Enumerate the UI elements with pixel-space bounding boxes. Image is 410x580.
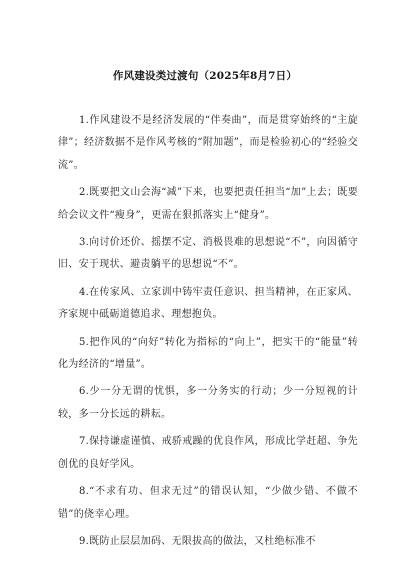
- paragraph: 8.“不求有功、但求无过”的错误认知，“少做少错、不做不错”的侥幸心理。: [58, 486, 358, 520]
- paragraph: 6.少一分无谓的忧惧，多一分务实的行动；少一分短视的计较，多一分长远的耕耘。: [58, 386, 358, 420]
- document-title: 作风建设类过渡句（2025年8月7日）: [112, 70, 298, 82]
- paragraph: 4.在传家风、立家训中铸牢责任意识、担当精神，在正家风、齐家规中砥砺道德追求、理想抱负。: [58, 286, 358, 321]
- paragraph: 5.把作风的“向好”转化为指标的“向上”，把实干的“能量”转化为经济的“增量”。: [58, 336, 358, 371]
- paragraph: 1.作风建设不是经济发展的“伴奏曲”，而是贯穿始终的“主旋律”；经济数据不是作风考核的“附加题”，而是检验初心的“经验交流”。: [58, 115, 358, 171]
- paragraph: 3.向讨价还价、摇摆不定、消极畏难的思想说“不”，向因循守旧、安于现状、避责躺平的思想说“不”。: [58, 237, 358, 271]
- paragraph: 2.既要把文山会海“减”下来，也要把责任担当“加”上去；既要给会议文件“瘦身”，更需在狠抓落实上“健身”。: [58, 187, 358, 221]
- paragraph: 9.既防止层层加码、无限拔高的做法，又杜绝标准不: [79, 535, 316, 547]
- paragraph: 7.保持谦虚谨慎、戒骄戒躁的优良作风，形成比学赶超、争先创优的良好学风。: [58, 436, 358, 470]
- document-body: [58, 110, 358, 558]
